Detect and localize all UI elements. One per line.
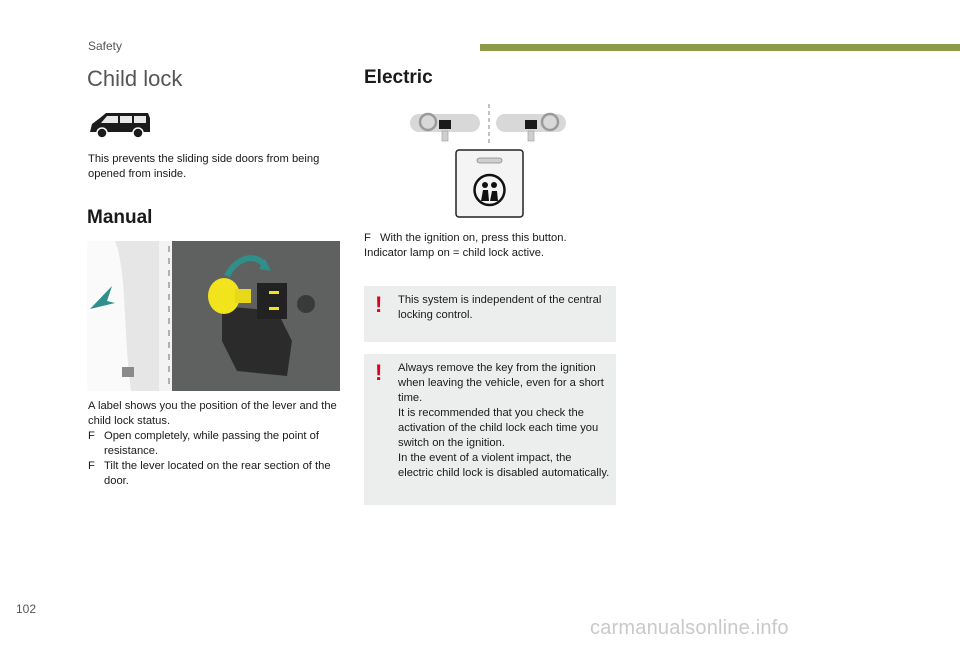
warning-text: Always remove the key from the ignition when leaving the vehicle, even for a short time. xyxy=(398,362,604,404)
list-item xyxy=(88,429,343,459)
electric-description xyxy=(364,231,616,261)
page-number: 102 xyxy=(16,602,37,616)
warning-text: This system is independent of the central locking control. xyxy=(398,294,602,321)
bullet-text: Tilt the lever located on the rear section of the door. xyxy=(104,460,331,487)
bullet-text: Open completely, while passing the point of resistance. xyxy=(104,430,319,457)
warning-box xyxy=(364,286,616,342)
manual-heading: Manual xyxy=(87,207,153,228)
bullet-mark: F xyxy=(364,232,371,244)
van-icon xyxy=(88,110,152,140)
warning-icon: ! xyxy=(375,360,383,385)
page-title: Child lock xyxy=(87,66,183,91)
warning-icon: ! xyxy=(375,292,383,317)
dashboard-diagram-icon xyxy=(410,104,568,144)
header-bar xyxy=(480,44,960,51)
child-lock-button-icon xyxy=(455,149,524,218)
door-lever-illustration xyxy=(87,241,340,391)
warning-box xyxy=(364,354,616,505)
warning-text: It is recommended that you check the activation of the child lock each time you switch on the ignition. xyxy=(398,407,599,449)
bullet-mark: F xyxy=(88,460,95,472)
watermark: carmanualsonline.info xyxy=(590,617,789,639)
warning-text: In the event of a violent impact, the electric child lock is disabled automatically. xyxy=(398,452,610,479)
indicator-text: Indicator lamp on = child lock active. xyxy=(364,247,545,259)
intro-text: This prevents the sliding side doors from being opened from inside. xyxy=(88,153,320,180)
list-item xyxy=(364,231,616,246)
list-item xyxy=(88,459,343,489)
manual-text: A label shows you the position of the lever and the child lock status. xyxy=(88,400,337,427)
section-label: Safety xyxy=(88,39,123,53)
manual-description xyxy=(88,399,343,489)
bullet-mark: F xyxy=(88,430,95,442)
bullet-text: With the ignition on, press this button. xyxy=(380,232,567,244)
electric-heading: Electric xyxy=(364,67,433,88)
